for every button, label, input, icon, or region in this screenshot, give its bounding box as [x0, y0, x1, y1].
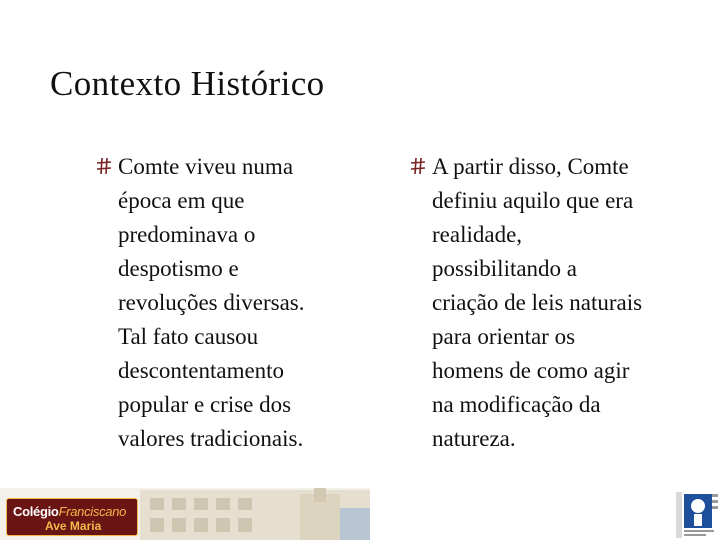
school-logo	[6, 498, 138, 536]
school-logo-banner	[0, 488, 370, 540]
hash-bullet-icon	[410, 157, 426, 175]
logo-word-3: Ave Maria	[45, 519, 102, 533]
hash-bullet-icon	[96, 157, 112, 175]
right-bullet-text: A partir disso, Comte definiu aquilo que era realidade, possibilitando a criação de leis naturais para orientar os homens de como agir na modificação da natureza.	[432, 154, 643, 451]
slide-title: Contexto Histórico	[50, 64, 325, 103]
right-bullet	[410, 150, 702, 456]
logo-word-1: Colégio	[13, 504, 59, 519]
logo-word-2: Franciscano	[58, 504, 127, 519]
left-bullet	[96, 150, 360, 456]
left-bullet-text: Comte viveu numa época em que predominava o despotismo e revoluções diversas. Tal fato causou descontentamento popular e crise dos valores tradicionais.	[118, 154, 305, 451]
quality-certification-badge	[674, 490, 720, 540]
